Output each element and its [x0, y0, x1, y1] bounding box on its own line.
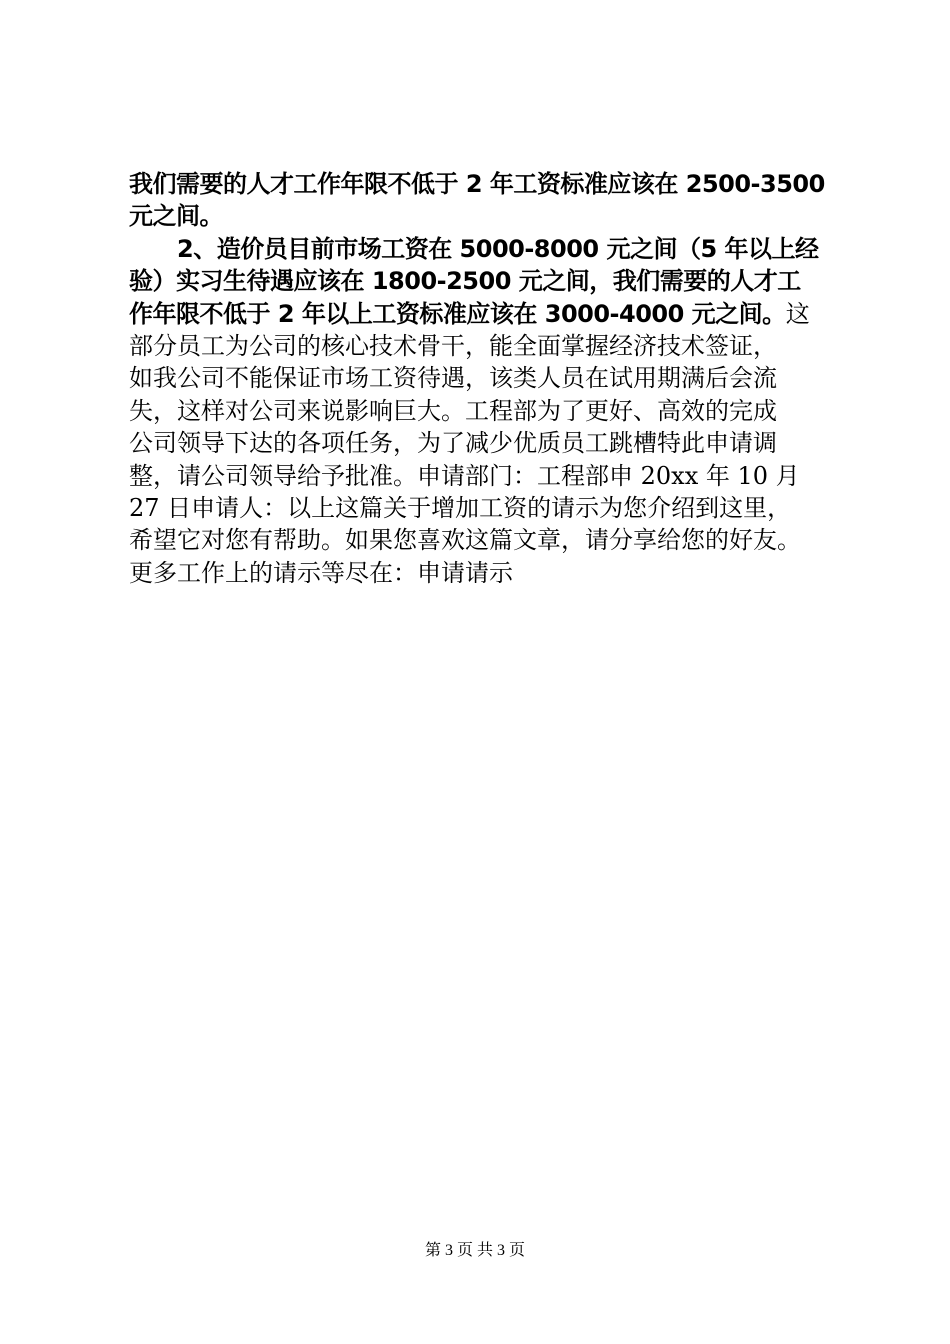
text-line: 更多工作上的请示等尽在：申请请示: [129, 558, 513, 587]
text-line: 元之间。: [129, 202, 223, 231]
text-line: 验）实习生待遇应该在 1800-2500 元之间，我们需要的人才工: [129, 267, 801, 296]
paragraph-start-line: 2、造价员目前市场工资在 5000-8000 元之间（5 年以上经: [177, 234, 819, 263]
text-line: 部分员工为公司的核心技术骨干，能全面掌握经济技术签证，: [129, 331, 777, 360]
text-line: 整，请公司领导给予批准。申请部门：工程部申 20xx 年 10 月: [129, 461, 800, 490]
text-line: 失，这样对公司来说影响巨大。工程部为了更好、高效的完成: [129, 396, 777, 425]
text-line: 如我公司不能保证市场工资待遇，该类人员在试用期满后会流: [129, 364, 777, 393]
page-number-footer: 第 3 页 共 3 页: [424, 1242, 525, 1259]
text-line: 希望它对您有帮助。如果您喜欢这篇文章，请分享给您的好友。: [129, 526, 801, 555]
text-line: 27 日申请人：以上这篇关于增加工资的请示为您介绍到这里，: [129, 493, 792, 522]
document-body: [129, 168, 849, 589]
text-segment: 作年限不低于 2 年以上工资标准应该在 3000-4000 元之间。: [129, 299, 786, 328]
text-segment: 这: [785, 299, 810, 328]
text-line: [129, 298, 849, 330]
text-line: 公司领导下达的各项任务，为了减少优质员工跳槽特此申请调: [129, 429, 777, 458]
text-line: 我们需要的人才工作年限不低于 2 年工资标准应该在 2500-3500: [129, 170, 825, 198]
